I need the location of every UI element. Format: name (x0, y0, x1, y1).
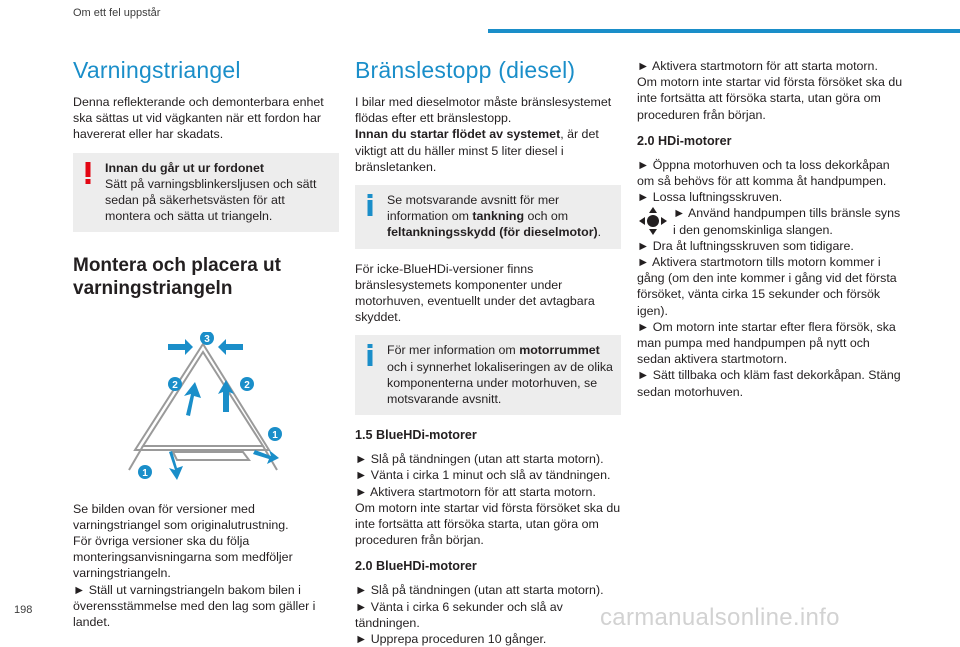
hand-pump-icon (637, 205, 669, 237)
section-title-warning-triangle: Varningstriangel (73, 57, 241, 83)
step-text: ► Vänta i cirka 1 minut och slå av tändningen. (355, 468, 611, 483)
warning-exclamation-icon (85, 162, 91, 184)
step-text: ► Aktivera startmotorn tills motorn kommer i gång (om den inte kommer i gång vid det första försöket, vänta cirka 15 sekunder och försök igen). (637, 255, 897, 318)
info-box-engine-bay (355, 335, 621, 415)
section-title-fuel-stop: Bränslestopp (diesel) (355, 57, 576, 83)
svg-text:3: 3 (204, 334, 210, 346)
warning-text: Sätt på varningsblinkersljusen och sätt sedan på säkerhetsvästen för att montera och sätta ut triangeln. (105, 176, 317, 224)
step-text: ► Upprepa proceduren 10 gånger. (355, 632, 547, 647)
step-text: ► Slå på tändningen (utan att starta motorn). (355, 452, 604, 467)
running-header: Om ett fel uppstår (73, 7, 161, 19)
info-bold-refuelling: tankning (472, 209, 525, 224)
info-icon (367, 344, 373, 366)
info-text: För mer information om (387, 343, 520, 358)
page-number: 198 (14, 604, 33, 616)
svg-text:1: 1 (272, 430, 278, 442)
hand-pump-step (637, 205, 903, 237)
info-text: och i synnerhet lokaliseringen av de olika komponenterna under motorhuven, se motsvarande avsnitt. (387, 359, 613, 407)
header-accent-bar (488, 29, 960, 33)
figure-note: Se bilden ovan för versioner med varningstriangel som originalutrustning. (73, 501, 289, 532)
heading-1-5-bluehdi: 1.5 BlueHDi-motorer (355, 428, 477, 443)
subsection-title-mount-triangle: Montera och placera ut varningstriangeln (73, 255, 281, 300)
callout-2-left (168, 377, 182, 391)
intro-paragraph: Denna reflekterande och demonterbara enhet ska sättas ut vid vägkanten när ett fordon har havererat eller har skadats. (73, 95, 324, 142)
middle-column (355, 56, 621, 647)
step-text: ► Vänta i cirka 6 sekunder och slå av tändningen. (355, 599, 563, 630)
step-text: ► Om motorn inte startar efter flera försök, ska man pumpa med handpumpen på nytt och sedan aktivera startmotorn. (637, 319, 896, 367)
step-text: ► Aktivera startmotorn för att starta motorn. (355, 484, 596, 499)
svg-text:2: 2 (244, 380, 250, 392)
info-icon (367, 194, 373, 216)
other-versions-note: För övriga versioner ska du följa monteringsanvisningarna som medföljer varningstriangeln. (73, 534, 293, 581)
warning-title: Innan du går ut ur fordonet (105, 160, 264, 175)
step-text: Om motorn inte startar vid första försöket ska du inte fortsätta att försöka starta, utan göra om proceduren från början. (637, 75, 903, 122)
step-text: ► Sätt tillbaka och kläm fast dekorkåpan. Stäng sedan motorhuven. (637, 368, 901, 399)
svg-text:2: 2 (172, 380, 178, 392)
callout-2-right (240, 377, 254, 391)
heading-2-0-hdi: 2.0 HDi-motorer (637, 133, 732, 148)
watermark: carmanualsonline.info (600, 604, 840, 631)
left-column (73, 56, 339, 630)
step-text: ► Dra åt luftningsskruven som tidigare. (637, 238, 854, 253)
svg-text:1: 1 (142, 468, 148, 480)
info-refuelling-text (363, 192, 613, 241)
callout-1-right (268, 427, 282, 441)
info-engine-bay-text (363, 342, 613, 407)
heading-2-0-bluehdi: 2.0 BlueHDi-motorer (355, 559, 477, 574)
before-start-paragraph (355, 126, 621, 175)
info-bold-engine-bay: motorrummet (519, 343, 600, 358)
step-text: ► Aktivera startmotorn för att starta motorn. (637, 59, 878, 73)
fuel-stop-intro: I bilar med dieselmotor måste bränslesystemet flödas efter ett bränslestopp. (355, 95, 612, 126)
triangle-assembly-illustration (73, 332, 339, 482)
warning-box (73, 153, 339, 233)
step-text: ► Slå på tändningen (utan att starta motorn). (355, 583, 604, 598)
info-bold-misfuel: feltankningsskydd (för dieselmotor) (387, 225, 598, 240)
place-triangle-step: ► Ställ ut varningstriangeln bakom bilen i överensstämmelse med den lag som gäller i landet. (73, 582, 316, 630)
callout-1-left (138, 465, 152, 479)
callout-3 (200, 332, 214, 345)
step-text: ► Öppna motorhuven och ta loss dekorkåpan om så behövs för att komma åt handpumpen. (637, 157, 890, 189)
before-start-rest: , är det viktigt att du häller minst 5 liter diesel i bränsletanken. (355, 127, 599, 174)
right-column (637, 58, 903, 400)
info-text: . (597, 225, 602, 240)
non-bluehdi-paragraph: För icke-BlueHDi-versioner finns bränslesystemets komponenter under motorhuven, eventuellt under det avtagbara skyddet. (355, 261, 595, 325)
step-text: ► Lossa luftningsskruven. (637, 190, 783, 205)
info-text: Se motsvarande avsnitt för mer information om (387, 193, 560, 224)
before-start-bold: Innan du startar flödet av systemet (355, 127, 561, 142)
step-text: Om motorn inte startar vid första försöket ska du inte fortsätta att försöka starta, utan göra om proceduren från början. (355, 500, 621, 548)
hand-pump-text: ► Använd handpumpen tills bränsle syns i den genomskinliga slangen. (673, 206, 901, 237)
info-box-refuelling (355, 185, 621, 249)
info-text: och om (524, 209, 569, 224)
